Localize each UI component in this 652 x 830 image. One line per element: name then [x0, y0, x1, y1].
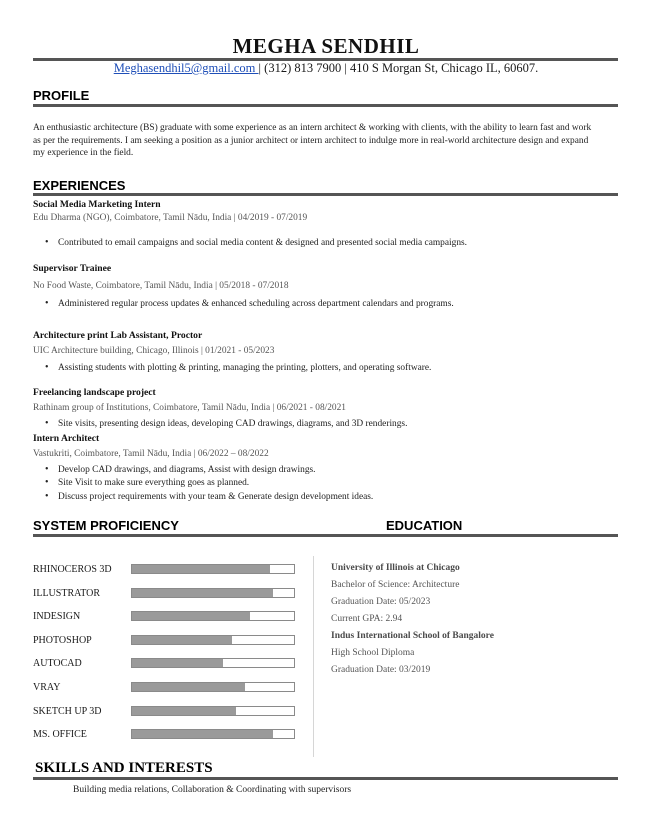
skill-level-fill: [132, 636, 232, 644]
proficiency-rule: [33, 534, 618, 537]
job-bullet: • Administered regular process updates & enhanced scheduling across department calendars and programs.: [58, 299, 454, 309]
job-meta: UIC Architecture building, Chicago, Illinois | 01/2021 - 05/2023: [33, 346, 275, 356]
skill-level-fill: [132, 589, 273, 597]
job-title: Intern Architect: [33, 433, 100, 444]
skill-level-fill: [132, 565, 270, 573]
experiences-rule: [33, 193, 618, 196]
skill-level-bar: [131, 588, 295, 598]
skill-level-bar: [131, 635, 295, 645]
skill-label: PHOTOSHOP: [33, 634, 92, 646]
skills-text: Building media relations, Collaboration & Coordinating with supervisors: [73, 785, 352, 795]
profile-text: An enthusiastic architecture (BS) graduate with some experience as an intern architect & working with clients, with the ability to learn fast and work as per the requirements. I am seeking a position as a junior architect or intern architect to indulge more in real-world architecture design and expand my experience in the field.: [33, 123, 592, 158]
education-school: University of Illinois at Chicago: [331, 563, 460, 573]
job-title: Freelancing landscape project: [33, 387, 156, 398]
skill-level-fill: [132, 683, 245, 691]
job-bullet: • Site visits, presenting design ideas, developing CAD drawings, diagrams, and 3D renderings.: [58, 419, 407, 429]
skill-level-fill: [132, 612, 250, 620]
skill-level-fill: [132, 659, 223, 667]
skill-level-bar: [131, 611, 295, 621]
education-detail: High School Diploma: [331, 648, 415, 658]
skills-heading: SKILLS AND INTERESTS: [35, 760, 213, 776]
skill-level-bar: [131, 564, 295, 574]
experiences-heading: EXPERIENCES: [33, 178, 126, 193]
email-link[interactable]: Meghasendhil5@gmail.com: [113, 61, 259, 75]
contact-details: | (312) 813 7900 | 410 S Morgan St, Chicago IL, 60607.: [258, 61, 539, 75]
job-bullet: • Develop CAD drawings, and diagrams, Assist with design drawings.: [58, 465, 316, 475]
education-school: Indus International School of Bangalore: [331, 631, 494, 641]
education-detail: Graduation Date: 03/2019: [331, 665, 431, 675]
education-detail: Current GPA: 2.94: [331, 614, 403, 624]
job-meta: Edu Dharma (NGO), Coimbatore, Tamil Nādu, India | 04/2019 - 07/2019: [33, 213, 308, 223]
job-meta: Vastukriti, Coimbatore, Tamil Nādu, India | 06/2022 – 08/2022: [33, 449, 269, 459]
column-divider: [313, 556, 314, 757]
skill-level-fill: [132, 707, 236, 715]
job-title: Supervisor Trainee: [33, 263, 112, 274]
skill-label: AUTOCAD: [33, 658, 82, 670]
skill-label: SKETCH UP 3D: [33, 705, 102, 717]
skill-label: VRAY: [33, 682, 61, 693]
skill-level-bar: [131, 706, 295, 716]
job-title: Architecture print Lab Assistant, Proctor: [33, 330, 203, 341]
skill-label: ILLUSTRATOR: [33, 587, 101, 599]
job-meta: No Food Waste, Coimbatore, Tamil Nādu, India | 05/2018 - 07/2018: [33, 281, 289, 291]
skill-level-bar: [131, 682, 295, 692]
job-bullet: • Assisting students with plotting & printing, managing the printing, plotters, and operating software.: [58, 363, 431, 373]
proficiency-heading: SYSTEM PROFICIENCY: [33, 518, 179, 533]
job-meta: Rathinam group of Institutions, Coimbatore, Tamil Nādu, India | 06/2021 - 08/2021: [33, 403, 346, 413]
education-detail: Graduation Date: 05/2023: [331, 597, 431, 607]
skill-label: RHINOCEROS 3D: [33, 564, 112, 575]
candidate-name: MEGHA SENDHIL: [232, 34, 420, 58]
education-detail: Bachelor of Science: Architecture: [331, 580, 460, 590]
skill-level-bar: [131, 729, 295, 739]
job-bullet: • Site Visit to make sure everything goes as planned.: [58, 478, 249, 488]
education-heading: EDUCATION: [386, 518, 463, 533]
skill-level-bar: [131, 658, 295, 668]
profile-rule: [33, 104, 618, 107]
skills-rule: [33, 777, 618, 780]
skill-level-fill: [132, 730, 273, 738]
job-bullet: • Contributed to email campaigns and social media content & designed and presented social media campaigns.: [58, 238, 467, 248]
skill-label: INDESIGN: [33, 611, 81, 623]
contact-line: [0, 61, 652, 76]
profile-heading: PROFILE: [33, 88, 90, 103]
skill-label: MS. OFFICE: [33, 729, 87, 741]
job-bullet: • Discuss project requirements with your team & Generate design development ideas.: [58, 492, 373, 502]
job-title: Social Media Marketing Intern: [33, 199, 161, 210]
